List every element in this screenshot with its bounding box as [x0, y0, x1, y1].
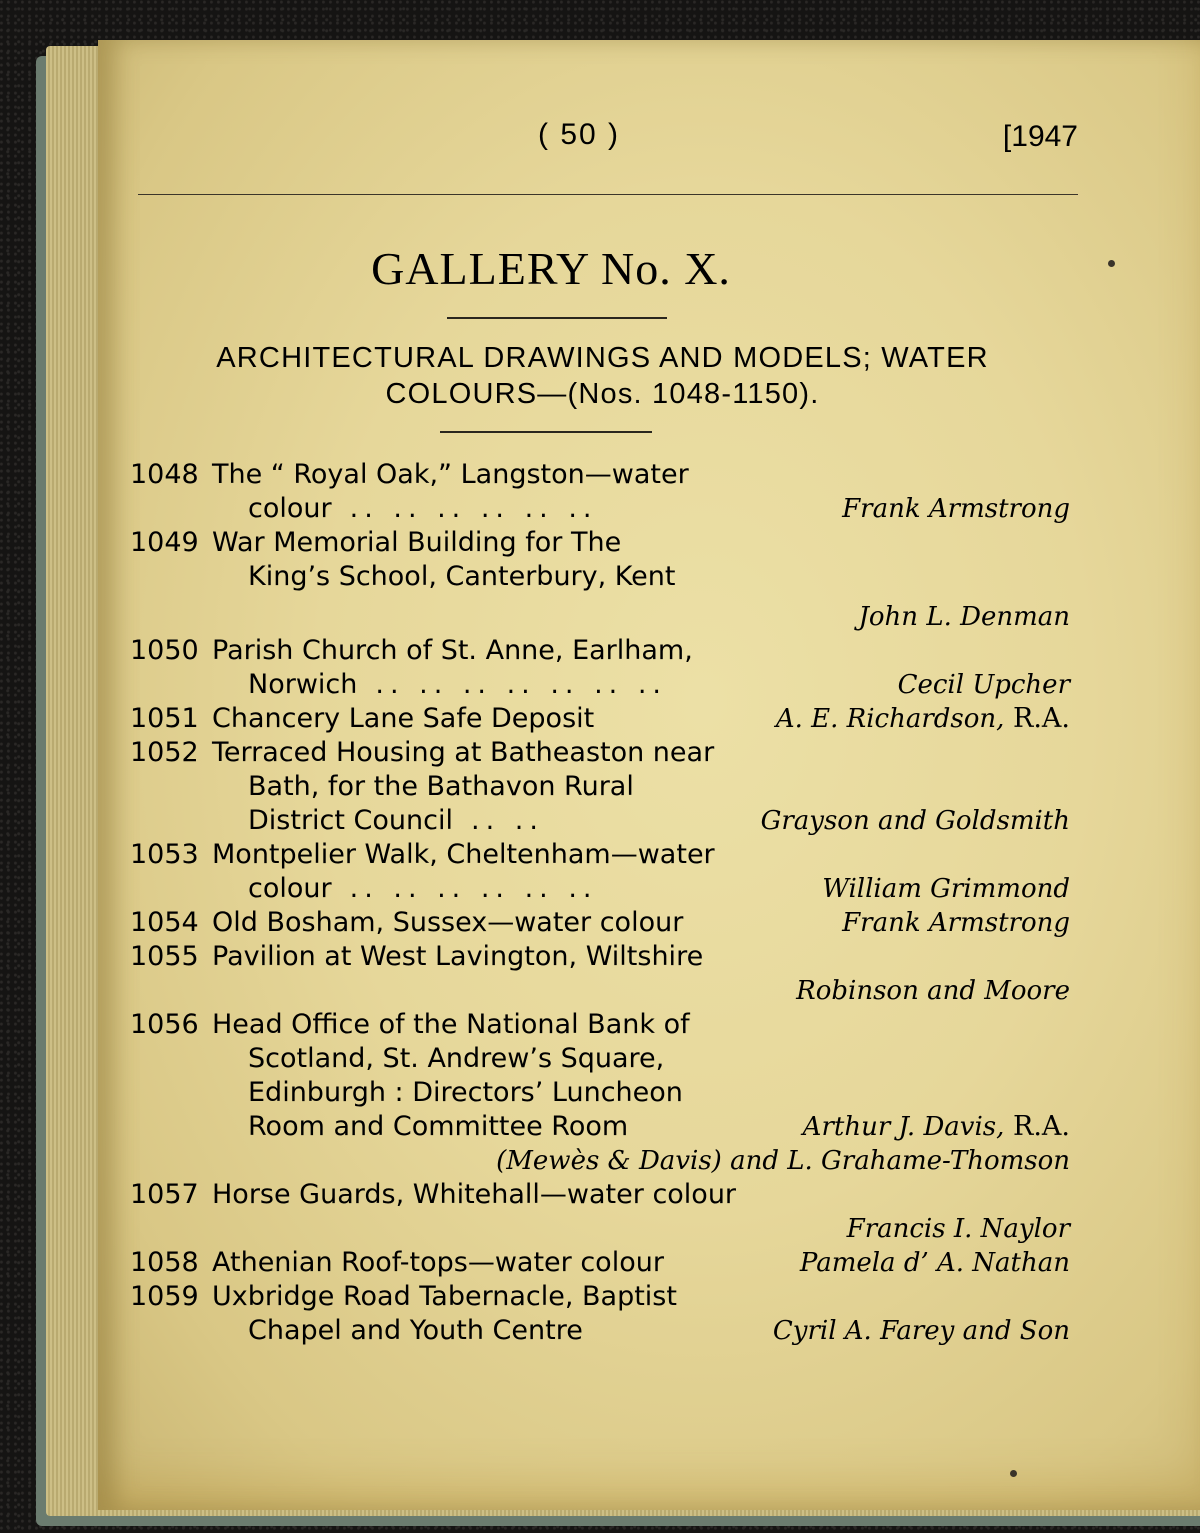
ink-speck: [1108, 260, 1115, 267]
list-item: [130, 838, 1070, 906]
leader-dots: .. .. .. .. .. ..: [349, 493, 598, 524]
entry-title: colour: [248, 873, 332, 904]
section-subtitle: [130, 340, 1075, 412]
entry-title: Scotland, St. Andrew’s Square,: [248, 1043, 665, 1074]
entry-title: Horse Guards, Whitehall—water colour: [212, 1179, 737, 1210]
entry-artist: Frank Armstrong: [842, 494, 1070, 524]
entry-number: 1057: [130, 1179, 199, 1210]
header-rule: [138, 194, 1078, 195]
entry-title: Chancery Lane Safe Deposit: [212, 703, 595, 734]
page-title: GALLERY No. X.: [371, 243, 731, 294]
list-item: [130, 1246, 1070, 1280]
year-mark: [1947: [1002, 120, 1078, 153]
entry-number: 1051: [130, 703, 199, 734]
title-rule: [447, 317, 667, 319]
entry-number: 1055: [130, 941, 199, 972]
entry-artist: Arthur J. Davis,: [802, 1112, 1005, 1142]
entry-title: Chapel and Youth Centre: [248, 1315, 583, 1346]
list-item: [130, 526, 1070, 634]
entry-number: 1050: [130, 635, 199, 666]
running-header: [138, 118, 1078, 178]
entry-artist: Robinson and Moore: [796, 976, 1070, 1006]
page-number: ( 50 ): [538, 118, 621, 151]
entry-number: 1054: [130, 907, 199, 938]
entry-artist: Cecil Upcher: [897, 670, 1070, 700]
entry-artist: Cyril A. Farey and Son: [772, 1316, 1070, 1346]
entry-title: Edinburgh : Directors’ Luncheon: [248, 1077, 683, 1108]
entry-artist: John L. Denman: [858, 602, 1070, 632]
entry-artist: William Grimmond: [822, 874, 1070, 904]
leader-dots: .. ..: [471, 805, 544, 836]
entry-artist: Frank Armstrong: [842, 908, 1070, 938]
entry-number: 1048: [130, 459, 199, 490]
entry-artist: Francis I. Naylor: [846, 1214, 1070, 1244]
entry-artist: Grayson and Goldsmith: [760, 806, 1070, 836]
entry-title: King’s School, Canterbury, Kent: [248, 561, 676, 592]
subtitle-line-2: COLOURS—(Nos. 1048-1150).: [385, 378, 820, 410]
list-item: [130, 1178, 1070, 1246]
subtitle-rule: [440, 431, 652, 433]
entry-number: 1059: [130, 1281, 199, 1312]
entry-number: 1049: [130, 527, 199, 558]
entry-number: 1056: [130, 1009, 199, 1040]
leader-dots: .. .. .. .. .. ..: [349, 873, 598, 904]
entry-title: The “ Royal Oak,” Langston—water: [212, 459, 689, 490]
entry-title: Head Office of the National Bank of: [212, 1009, 690, 1040]
list-item: [130, 1280, 1070, 1348]
entry-title: Room and Committee Room: [248, 1111, 629, 1142]
list-item: [130, 458, 1070, 526]
entry-title: Terraced Housing at Batheaston near: [212, 737, 715, 768]
catalogue-list: [130, 458, 1070, 1348]
entry-title: Montpelier Walk, Cheltenham—water: [212, 839, 715, 870]
entry-title: District Council: [248, 805, 454, 836]
entry-number: 1052: [130, 737, 199, 768]
entry-number: 1053: [130, 839, 199, 870]
artist-suffix: R.A.: [1013, 1111, 1070, 1142]
list-item: [130, 702, 1070, 736]
list-item: [130, 1008, 1070, 1178]
entry-artist: Pamela d’ A. Nathan: [799, 1248, 1070, 1278]
entry-title: Pavilion at West Lavington, Wiltshire: [212, 941, 704, 972]
entry-artist: A. E. Richardson,: [775, 704, 1005, 734]
entry-title: War Memorial Building for The: [212, 527, 622, 558]
entry-title: Norwich: [248, 669, 358, 700]
entry-title: Parish Church of St. Anne, Earlham,: [212, 635, 693, 666]
ink-speck: [1010, 1470, 1017, 1477]
entry-title: Bath, for the Bathavon Rural: [248, 771, 634, 802]
entry-title: Uxbridge Road Tabernacle, Baptist: [212, 1281, 677, 1312]
entry-title: Athenian Roof-tops—water colour: [212, 1247, 664, 1278]
leader-dots: .. .. .. .. .. .. ..: [375, 669, 668, 700]
entry-artist-continued: (Mewès & Davis) and L. Grahame-Thomson: [496, 1146, 1070, 1176]
list-item: [130, 940, 1070, 1008]
list-item: [130, 736, 1070, 838]
entry-title: colour: [248, 493, 332, 524]
entry-title: Old Bosham, Sussex—water colour: [212, 907, 684, 938]
list-item: [130, 634, 1070, 702]
list-item: [130, 906, 1070, 940]
entry-number: 1058: [130, 1247, 199, 1278]
subtitle-line-1: ARCHITECTURAL DRAWINGS AND MODELS; WATER: [216, 342, 989, 374]
artist-suffix: R.A.: [1013, 703, 1070, 734]
